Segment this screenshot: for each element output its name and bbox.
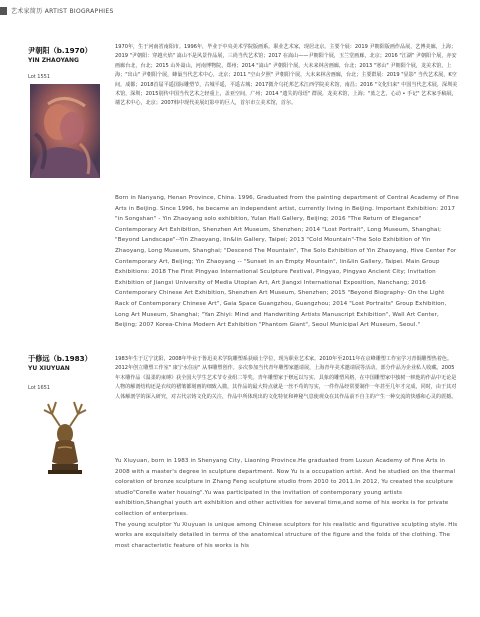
- section-title: 艺术家简历 ARTIST BIOGRAPHIES: [11, 8, 114, 15]
- artwork-sculpture-image: [30, 396, 100, 478]
- section-marker: [0, 7, 7, 15]
- artist-name-cn: 尹朝阳（b.1970）: [28, 46, 92, 55]
- artist-name-cn: 于修远（b.1983）: [28, 354, 92, 363]
- artwork-painting-image: [30, 84, 100, 178]
- lot-number: Lot 1551: [28, 74, 51, 80]
- artist-bio-en: Born in Nanyang, Henan Province, China. 1996, Graduated from the painting department of Central Academy of Fine Arts in Beijing. Since 1996, he became an independent artist, currently living in Beijing. Important Exhibition: 2017 "in Songshan" - Yin Zhaoyang solo exhibition, Yulan Hall Gallery, Beijing; 2016 "The Return of Elegance" Contemporary Art Exhibition, Shenzhen Art Museum, Shenzhen; 2014 "Lost Portrait", Long Museum, Shanghai; "Beyond Landscape"--Yin Zhaoyang, lin&lin Gallery, Taipei; 2013 "Cold Mountain"-The Solo Exhibition of Yin Zhaoyang, Long Museum, Shanghai; "Descend The Mountain", The Solo Exhibition of Yin Zhaoyang, Hive Center For Contemporary Art, Beijing; Yin Zhaoyang -- "Sunset in an Empty Mountain", lin&lin Gallery, Taipei. Main Group Exhibitions: 2018 The First Pingyao International Sculpture Festival, Pingyao, Pingyao Ancient City; Invitation Exhibition of Jiangxi University of Media Utopian Art, Art Jiangxi International Exposition, Nanchang; 2016 Contemporary Chinese Art Exhibition, Shenzhen Art Museum, Shenzhen; 2015 "Beyond Biography- On the Light Rack of Contemporary Chinese Art", Gaia Space Guangzhou, Guangzhou; 2014 "Lost Portraits" Group Exhibition, Long Art Museum, Shanghai; "Yan Zhiyi: Mind and Handwriting Artists Manuscript Exhibition", Wall Art Center, Beijing; 2007 Korea-China Modern Art Exhibition "Phantom Giant", Seoul Municipal Art Museum, Seoul.": [115, 195, 459, 329]
- artist-bio-cn: 1970年，生于河南省南阳市。1996年，毕业于中央美术学院版画系。职业艺术家，现居北京。主要个展：2019 尹朝阳版画作品展，艺博美廊，上海；2019 "尹朝阳：穿越火焰" 嵩山不是风景作品展，三尚当代艺术馆；2017 在嵩山——尹朝阳个展，玉兰堂画廊，北京；2016 "江湖" 尹朝阳个展，亦安画廊台北，台北；2015 山外嵩山，河南博物院，郑州；2014 "嵩山" 尹朝阳个展，大未来林舍画廊，台北；2013 "寒山" 尹朝阳个展，龙美术馆，上海；"出山" 尹朝阳个展，蜂巢当代艺术中心，北京；2011 "空山夕照" 尹朝阳个展，大未来林舍画廊，台北；主要群展：2019 "显影" 当代艺术展，K空间，成都；2018首届平遥国际雕塑节，古城平遥，平遥古城；2017微介乌托邦艺术江西学院美术馆，南昌；2016 "文化归来" 中国当代艺术展，深圳美术馆，深圳；2015别传中国当代艺术之轻重上，盖亚空间，广州；2014 "遗失的母语" 群展，龙美术馆，上海；"蓝之艺，心动 • 手记" 艺术家手稿展，墙艺术中心，北京；2007韩中现代美展幻影中的巨人，首尔市立美术馆，首尔。: [115, 44, 458, 107]
- artist-bio-en: Yu Xiuyuan, born in 1983 in Shenyang City, Liaoning Province.He graduated from Luxun Academy of Fine Arts in 2008 with a master's degree in sculpture department. Now Yu is a occupation artist. And he studied on the thermal coloration of bronze sculpture in Zhang Feng sculpture studio from 2010 to 2011.In 2012, Yu created the sculpture studio"Corelle water housing".Yu was participated in the invitation of contemporary young artists exhibition,Shanghai youth art exhibition and other activities for several time,and some of his works is for private collection of enterprises. The young sculptor Yu Xiuyuan is unique among Chinese sculptors for his realistic and figurative sculpting style. His works are exquisitely detailed in terms of the anatomical structure of the figure and the folds of the clothing. The most characteristic feature of his works is his: [115, 458, 458, 549]
- lot-number: Lot 1651: [28, 385, 51, 391]
- artist-name-en: YIN ZHAOYANG: [28, 57, 79, 64]
- artist-name-en: YU XIUYUAN: [28, 365, 70, 372]
- artist-bio-cn: 1983年生于辽宁沈阳，2008年毕业于鲁迅美术学院雕塑系获硕士学位，现为职业艺术家。2010年至2011年在京峰雕塑工作室学习青铜雕塑热着色。2012年创立雕塑工作室" 康宁水住房" 从事雕塑创作。多次参加当代青年雕塑家邀请展，上海青年美术邀请展等活动，部分作品为企业私人收藏。2005年木雕作品《温柔的束缚》获全国大学生艺术节专业组二等奖。青年雕塑家于修远以写实、具象的雕塑风格，在中国雕塑家中独树一帜他的作品中无论是人物的解剖结构还是衣纹的褶皱都刻画的细致入微，其作品的最大特点就是一丝不苟的写实，一件作品经常要制作一年甚至几年才完成，同时，由于其对人体解剖学的深入研究，对古代宗铸文化的关注，作品中所体现出的文化特征和神秘气息使观众在其作品前不自主的产生一种交流的快感和心灵的震撼。: [115, 356, 457, 400]
- page-header: [0, 6, 480, 18]
